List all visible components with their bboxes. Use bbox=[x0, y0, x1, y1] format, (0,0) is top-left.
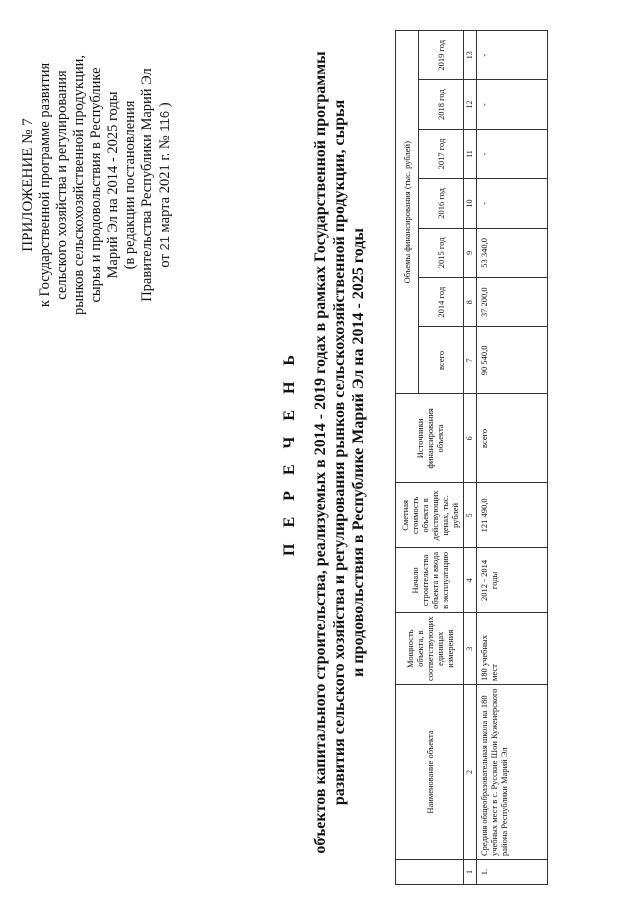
header-cell-total: всего bbox=[419, 327, 464, 394]
appendix-date-line bbox=[156, 20, 174, 350]
heading-title: П Е Р Е Ч Е Н Ь bbox=[281, 349, 298, 556]
heading-line: и продовольствия в Республике Марий Эл на 2014 - 2025 годы bbox=[350, 228, 367, 677]
date-mid: марта 2021 г. № bbox=[157, 135, 173, 233]
heading-line: объектов капитального строительства, реализуемых в 2014 - 2019 годах в рамках Государственной программы bbox=[312, 51, 329, 854]
row-capacity: 180 учебных мест bbox=[477, 613, 548, 685]
header-cell-year: 2015 год bbox=[419, 228, 464, 277]
header-cell-year: 2017 год bbox=[419, 129, 464, 178]
header-cell-year: 2014 год bbox=[419, 278, 464, 327]
column-number: 8 bbox=[464, 278, 477, 327]
column-number: 2 bbox=[464, 685, 477, 860]
row-source: всего bbox=[477, 394, 548, 483]
column-number: 12 bbox=[464, 80, 477, 129]
row-index: 1. bbox=[477, 860, 548, 885]
column-number: 7 bbox=[464, 327, 477, 394]
header-cell-volume: Объемы финансирования (тыс. рублей) bbox=[396, 31, 419, 394]
column-number: 3 bbox=[464, 613, 477, 685]
objects-table bbox=[395, 30, 548, 885]
row-name: Средняя общеобразовательная школа на 180 учебных мест в с. Русские Шои Куженерского района Республики Марий Эл bbox=[477, 685, 548, 860]
header-cell-year: 2016 год bbox=[419, 179, 464, 228]
column-number: 9 bbox=[464, 228, 477, 277]
appendix-line: (в редакции постановления bbox=[122, 100, 138, 270]
row-year-value: - bbox=[477, 80, 548, 129]
row-year-value: 37 200,0 bbox=[477, 278, 548, 327]
date-prefix: от bbox=[157, 254, 173, 268]
appendix-line: сырья и продовольствия в Республике bbox=[88, 67, 104, 303]
column-number: 13 bbox=[464, 31, 477, 80]
appendix-block bbox=[20, 20, 174, 350]
header-cell-year: 2019 год bbox=[419, 31, 464, 80]
row-cost: 121 490,0 bbox=[477, 483, 548, 548]
column-number-row bbox=[464, 31, 477, 885]
date-number: 116 bbox=[157, 110, 172, 132]
appendix-line: рынков сельскохозяйственной продукции, bbox=[71, 55, 87, 315]
header-cell-cost: Сметная стоимость объекта в действующих ценах, тыс. рублей bbox=[396, 483, 464, 548]
date-suffix: ) bbox=[157, 102, 173, 108]
appendix-line: Правительства Республики Марий Эл bbox=[139, 68, 155, 302]
header-cell-index bbox=[396, 860, 464, 885]
row-year-value: - bbox=[477, 31, 548, 80]
appendix-line: Марий Эл на 2014 - 2025 годы bbox=[105, 91, 121, 279]
header-cell-source: Источники финансирования объекта bbox=[396, 394, 464, 483]
row-year-value: - bbox=[477, 179, 548, 228]
row-total: 90 540,0 bbox=[477, 327, 548, 394]
appendix-title: ПРИЛОЖЕНИЕ № 7 bbox=[20, 118, 36, 252]
column-number: 1 bbox=[464, 860, 477, 885]
column-number: 10 bbox=[464, 179, 477, 228]
table-row bbox=[477, 31, 548, 885]
column-number: 6 bbox=[464, 394, 477, 483]
column-number: 4 bbox=[464, 548, 477, 613]
row-year-value: - bbox=[477, 129, 548, 178]
column-number: 5 bbox=[464, 483, 477, 548]
header-cell-year: 2018 год bbox=[419, 80, 464, 129]
header-cell-capacity: Мощность объекта, в соответствующих единицах измерения bbox=[396, 613, 464, 685]
date-day: 21 bbox=[157, 236, 172, 251]
column-number: 11 bbox=[464, 129, 477, 178]
header-cell-start: Начало строительства объекта и ввода в эксплуатацию bbox=[396, 548, 464, 613]
appendix-line: сельского хозяйства и регулирования bbox=[54, 70, 70, 300]
heading-line: развития сельского хозяйства и регулирования рынков сельскохозяйственной продукции, сырья bbox=[331, 99, 348, 806]
row-year-value: 53 340,0 bbox=[477, 228, 548, 277]
header-cell-name: Наименование объекта bbox=[396, 685, 464, 860]
appendix-line: к Государственной программе развития bbox=[37, 62, 53, 308]
row-start: 2012 - 2014 годы bbox=[477, 548, 548, 613]
document-heading bbox=[280, 0, 368, 905]
